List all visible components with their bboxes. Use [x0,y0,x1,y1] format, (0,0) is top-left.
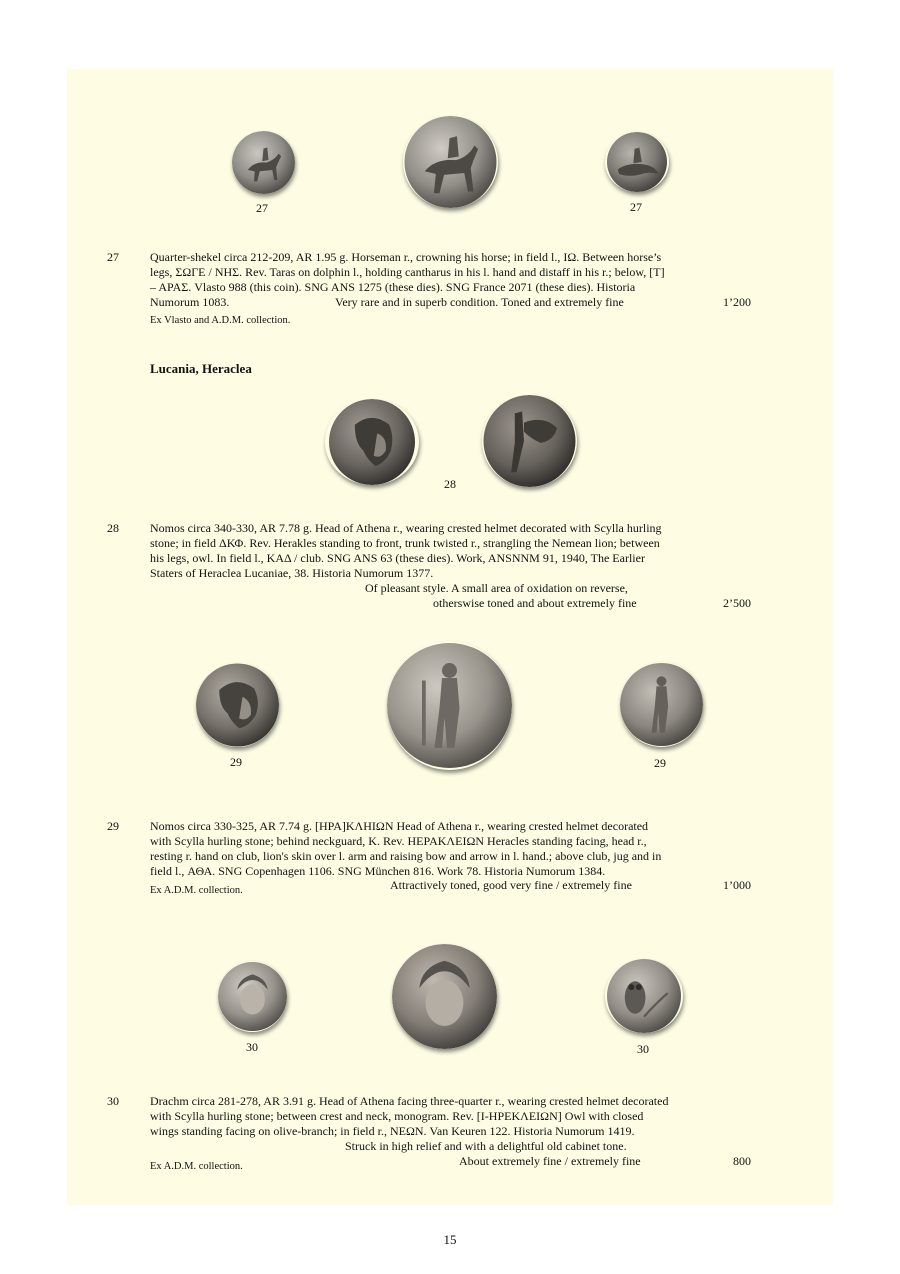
estimate-price: 2’500 [723,596,751,610]
estimate-price: 1’000 [723,878,751,892]
horseman-coin-large-icon [403,116,498,208]
description-line: Nomos circa 330-325, AR 7.74 g. [ΗΡΑ]ΚΛΗΙΩΝ Head of Athena r., wearing crested helmet decorated [150,819,649,833]
description-line: stone; in field ΔΚΦ. Rev. Herakles standing to front, trunk twisted r., strangling the Nemean lion; between [150,536,660,550]
plate-label: 27 [256,201,268,215]
lot-description [150,1094,751,1139]
description-line: field l., ΑΘΑ. SNG Copenhagen 1106. SNG München 816. Work 78. Historia Numorum 1384. [150,864,606,878]
lot-number: 28 [107,521,119,535]
horseman-coin-small-icon [232,131,295,194]
description-line: with Scylla hurling stone; between crest and neck, monogram. Rev. [Ι-ΗΡΕΚΛΕΙΩΝ] Owl with closed [150,1109,644,1123]
description-line: Drachm circa 281-278, AR 3.91 g. Head of Athena facing three-quarter r., wearing crested helmet decorated [150,1094,669,1108]
page-number: 15 [443,1232,457,1247]
lot-number: 29 [107,819,119,833]
description-line: with Scylla hurling stone; behind neckguard, K. Rev. ΗΕΡΑΚΛΕΙΩΝ Heracles standing facing, head r., [150,834,647,848]
lot-description [150,819,751,879]
estimate-price: 800 [733,1154,751,1168]
athena-facing-coin-small-icon [218,961,287,1032]
lot-number: 27 [107,250,119,264]
description-line: Numorum 1083. [150,295,230,309]
section-heading: Lucania, Heraclea [150,361,252,376]
plate-label: 30 [246,1040,258,1054]
athena-head-coin-icon [325,399,419,485]
plate-label: 30 [637,1042,649,1056]
athena-head-coin-small-icon [196,663,279,747]
plate-label: 29 [654,756,666,770]
herakles-lion-coin-icon [482,395,577,487]
description-line: legs, ΣΩΓΕ / ΝΗΣ. Rev. Taras on dolphin l., holding cantharus in his l. hand and distaff in his r.; below, [T] [150,265,665,279]
condition-grade: Very rare and in superb condition. Toned and extremely fine [335,295,624,309]
description-line: – ΑΡΑΣ. Vlasto 988 (this coin). SNG ANS 1275 (these dies). SNG France 2071 (these dies). Historia [150,280,636,294]
description-line: wings standing facing on olive-branch; in field r., ΝΕΩΝ. Van Keuren 122. Historia Numorum 1419. [150,1124,635,1138]
lot-number: 30 [107,1094,119,1108]
lot-description [150,521,751,581]
provenance-note: Ex A.D.M. collection. [150,885,243,896]
description-line: resting r. hand on club, lion's skin over l. arm and raising bow and arrow in l. hand.; above club, jug and in [150,849,662,863]
plate-label: 27 [630,200,642,214]
description-line: Nomos circa 340-330, AR 7.78 g. Head of Athena r., wearing crested helmet decorated with Scylla hurling [150,521,662,535]
description-line: his legs, owl. In field l., ΚΑΔ / club. SNG ANS 63 (these dies). Work, ANSNNM 91, 1940, The Earlier [150,551,645,565]
plate-label: 28 [444,477,456,491]
owl-coin-icon [605,959,683,1033]
condition-grade: otherswise toned and about extremely fine [433,596,637,610]
estimate-price: 1’200 [723,295,751,309]
description-line: Staters of Heraclea Lucaniae, 38. Historia Numorum 1377. [150,566,434,580]
athena-facing-coin-large-icon [392,944,497,1049]
condition-grade: Struck in high relief and with a delightful old cabinet tone. [345,1139,627,1153]
plate-label: 29 [230,755,242,769]
condition-grade: About extremely fine / extremely fine [459,1154,641,1168]
condition-grade: Of pleasant style. A small area of oxidation on reverse, [365,581,628,595]
heracles-standing-coin-large-icon [387,641,512,770]
condition-grade: Attractively toned, good very fine / extremely fine [390,878,632,892]
taras-dolphin-coin-icon [605,132,669,192]
provenance-note: Ex Vlasto and A.D.M. collection. [150,315,291,326]
description-line: Quarter-shekel circa 212-209, AR 1.95 g. Horseman r., crowning his horse; in field l., ΙΩ. Between horse’s [150,250,662,264]
heracles-standing-coin-small-icon [620,662,703,747]
provenance-note: Ex A.D.M. collection. [150,1161,243,1172]
